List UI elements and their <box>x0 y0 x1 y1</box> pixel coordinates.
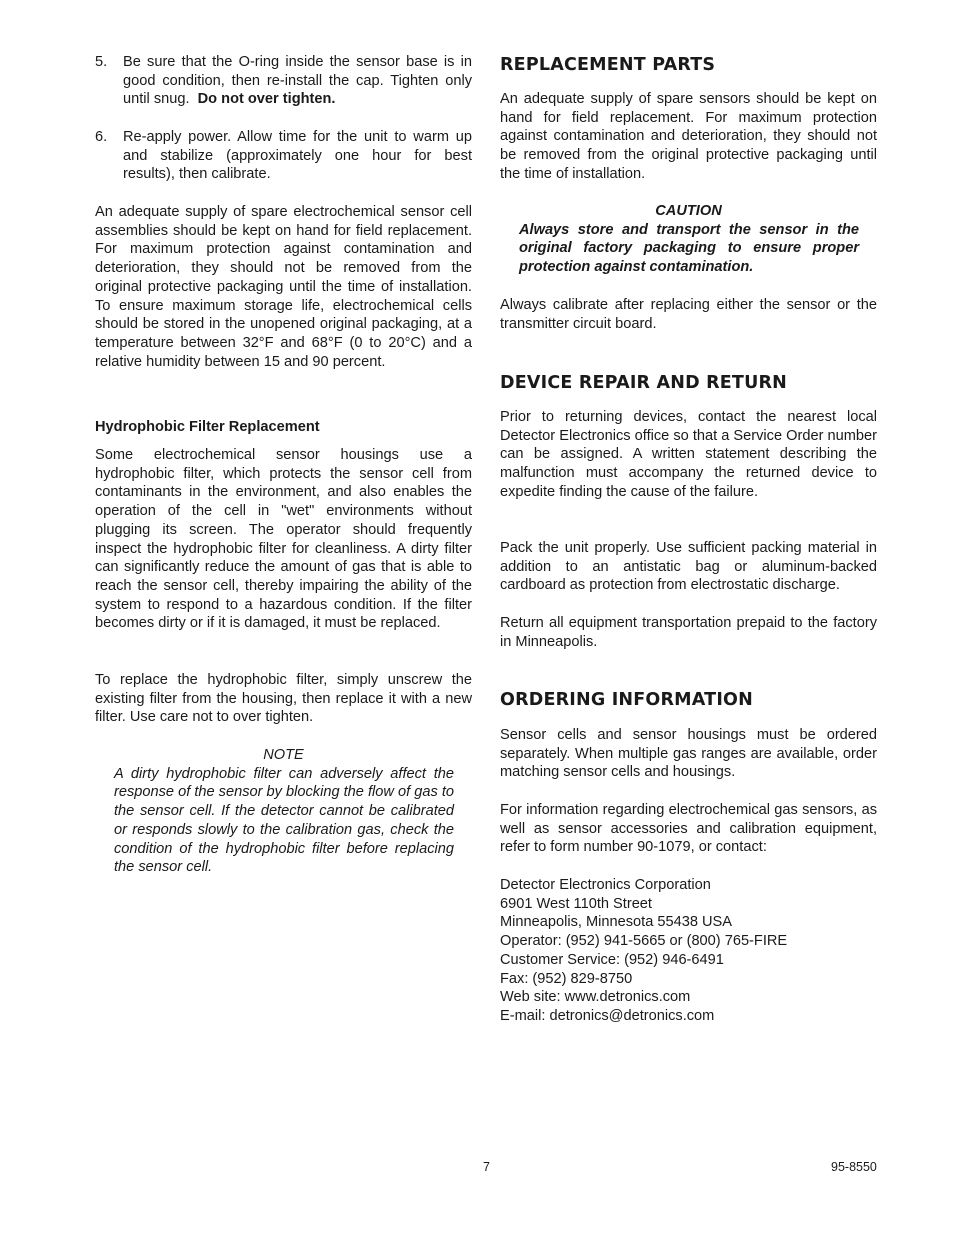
note-body: A dirty hydrophobic filter can adversely affect the response of the sensor by blocking the flow of gas to the sensor cell. If the detector cannot be calibrated or responds slowly to the calibration gas, check the condition of the hydrophobic filter before replacing the sensor cell. <box>114 765 454 876</box>
filter-paragraph-1: Some electrochemical sensor housings use a hydrophobic filter, which protects the sensor cell from contaminants in the environment, and also enables the operation of the cell in "wet" environments without plugging its screen. The operator should frequently inspect the hydrophobic filter for cleanliness. A dirty filter can significantly reduce the amount of gas that is able to reach the sensor cell, thereby impairing the ability of the system to respond to a hazardous condition. If the filter becomes dirty or if it is damaged, it must be replaced. <box>95 447 472 632</box>
address-fax: Fax: (952) 829-8750 <box>500 970 633 987</box>
step-6 <box>95 128 472 184</box>
caution-heading: CAUTION <box>655 203 722 219</box>
spare-cells-paragraph: An adequate supply of spare electrochemical sensor cell assemblies should be kept on hand for field replacement. For maximum protection against contamination and deterioration, they should not be removed from the original protective packaging until the time of installation. To ensure maximum storage life, electrochemical cells should be stored in the unopened original packaging, at a temperature between 32°F and 68°F (0 to 20°C) and a relative humidity between 15 and 90 percent. <box>95 204 472 370</box>
document-number: 95-8550 <box>831 1160 877 1174</box>
ordering-paragraph-1: Sensor cells and sensor housings must be ordered separately. When multiple gas ranges are available, order matching sensor cells and housings. <box>500 727 877 781</box>
filter-paragraph-2: To replace the hydrophobic filter, simply unscrew the existing filter from the housing, then replace it with a new filter. Use care not to over tighten. <box>95 672 472 726</box>
ordering-heading: ORDERING INFORMATION <box>500 690 753 710</box>
step-6-text: Re-apply power. Allow time for the unit to warm up and stabilize (approximately one hour for best results), then calibrate. <box>123 129 472 183</box>
step-5-emphasis: Do not over tighten. <box>197 91 336 108</box>
step-5-text <box>123 53 472 109</box>
step-5-number: 5. <box>95 54 108 70</box>
repair-paragraph-2: Pack the unit properly. Use sufficient packing material in addition to an antistatic bag or aluminum-backed cardboard as protection from electrostatic discharge. <box>500 540 877 594</box>
step-5 <box>95 53 472 109</box>
caution-box <box>500 202 877 277</box>
address-customer-service: Customer Service: (952) 946-6491 <box>500 951 724 968</box>
ordering-paragraph-2: For information regarding electrochemical gas sensors, as well as sensor accessories and calibration equipment, refer to form number 90-1079, or contact: <box>500 802 877 856</box>
address-operator-phone: Operator: (952) 941-5665 or (800) 765-FIRE <box>500 933 788 950</box>
address-email-link[interactable]: E-mail: detronics@detronics.com <box>500 1007 715 1024</box>
step-5-body: Be sure that the O-ring inside the sensor base is in good condition, then re-install the cap. Tighten only until snug. <box>123 54 472 108</box>
repair-paragraph-3: Return all equipment transportation prepaid to the factory in Minneapolis. <box>500 615 877 650</box>
step-6-number: 6. <box>95 129 108 145</box>
contact-address <box>500 876 877 1026</box>
address-city: Minneapolis, Minnesota 55438 USA <box>500 914 733 931</box>
replacement-parts-heading: REPLACEMENT PARTS <box>500 55 716 75</box>
address-street: 6901 West 110th Street <box>500 895 652 912</box>
repair-paragraph-1: Prior to returning devices, contact the nearest local Detector Electronics office so that a Service Order number can be assigned. A written statement describing the malfunction must accompany the returned device to expedite finding the cause of the failure. <box>500 409 877 500</box>
note-heading: NOTE <box>263 747 304 763</box>
address-website-link[interactable]: Web site: www.detronics.com <box>500 989 691 1006</box>
note-box <box>95 746 472 877</box>
repair-heading: DEVICE REPAIR AND RETURN <box>500 373 788 393</box>
address-company: Detector Electronics Corporation <box>500 877 711 893</box>
caution-body: Always store and transport the sensor in the original factory packaging to ensure proper protection against contamination. <box>519 221 859 276</box>
filter-heading: Hydrophobic Filter Replacement <box>95 419 320 435</box>
page-number: 7 <box>483 1160 490 1174</box>
replacement-parts-paragraph: An adequate supply of spare sensors should be kept on hand for field replacement. For maximum protection against contamination and deterioration, they should not be removed from the original protective packaging until the time of installation. <box>500 91 877 182</box>
calibrate-paragraph: Always calibrate after replacing either the sensor or the transmitter circuit board. <box>500 297 877 332</box>
